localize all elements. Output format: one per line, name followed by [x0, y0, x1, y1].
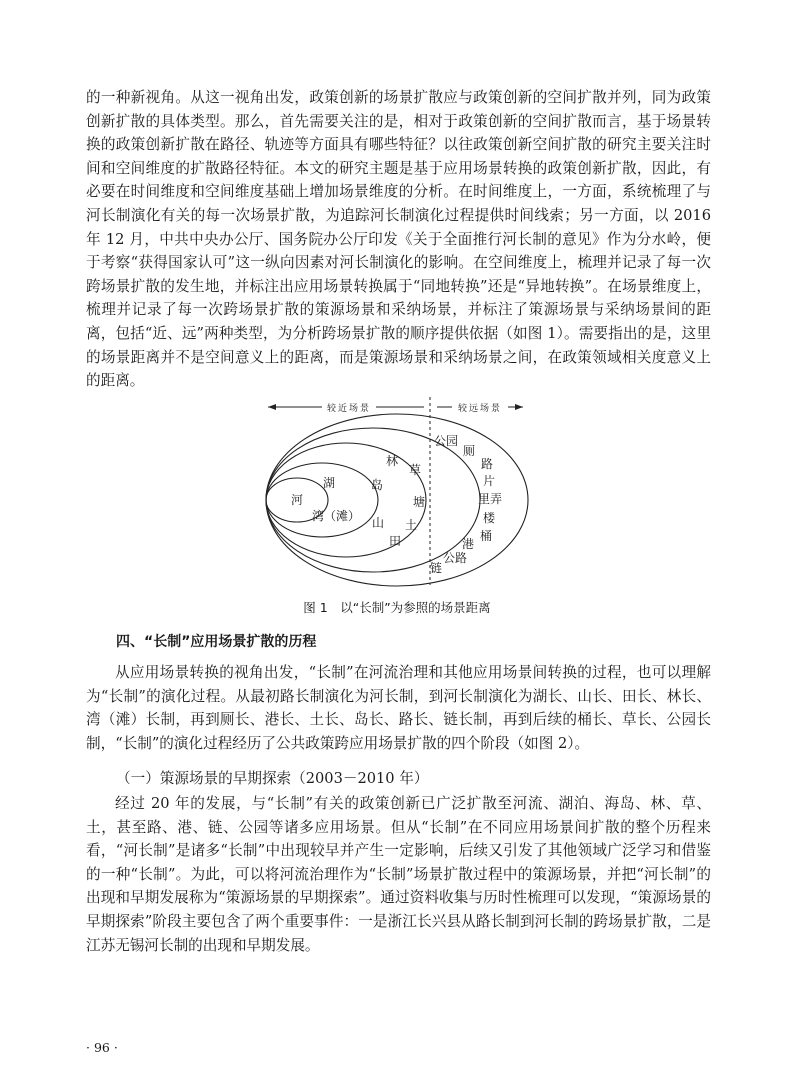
label-lou: 楼: [483, 511, 496, 525]
label-lu: 路: [481, 457, 494, 471]
label-tang: 塘: [413, 495, 426, 509]
page-number: · 96 ·: [86, 1040, 118, 1055]
section-heading: 四、“长制”应用场景扩散的历程: [116, 634, 317, 650]
arrow-right-label: 较远场景: [457, 404, 503, 414]
sub-paragraph: 经过 20 年的发展，与“长制”有关的政策创新已广泛扩散至河流、湖泊、海岛、林、草、土，甚至路、港、链、公园等诸多应用场景。但从“长制”在不同应用场景间扩散的整个历程来看，“河长制”是诸多“长制”中出现较早并产生一定影响，后续又引发了其他领域广泛学习和借鉴的一种“长制”。为此，可以将河流治理作为“长制”场景扩散过程中的策源场景，并把“河长制”的出现和早期发展称为“策源场景的早期探索”。通过资料收集与历时性梳理可以发现，“策源场景的早期探索”阶段主要包含了两个重要事件：一是浙江长兴县从路长制到河长制的跨场景扩散，二是江苏无锡河长制的出现和早期发展。: [86, 795, 711, 954]
section-paragraph: 从应用场景转换的视角出发，“长制”在河流治理和其他应用场景间转换的过程，也可以理解为“长制”的演化过程。从最初路长制演化为河长制，到河长制演化为湖长、山长、田长、林长、湾（滩）长制，再到厕长、港长、土长、岛长、路长、链长制，再到后续的桶长、草长、公园长制，“长制”的演化过程经历了公共政策跨应用场景扩散的四个阶段（如图 2）。: [86, 664, 711, 752]
label-ce: 厕: [463, 444, 476, 458]
label-gongyuan: 公园: [434, 434, 459, 448]
label-lian: 链: [430, 561, 443, 575]
label-hu: 湖: [323, 476, 336, 490]
label-gonglu: 公路: [443, 551, 468, 565]
label-shan: 山: [372, 516, 385, 530]
sub-heading: （一）策源场景的早期探索（2003－2010 年）: [116, 770, 429, 787]
label-gang: 港: [462, 537, 475, 551]
label-he: 河: [291, 493, 304, 507]
arrow-left-label: 较近场景: [326, 404, 372, 414]
intro-paragraph: 的一种新视角。从这一视角出发，政策创新的场景扩散应与政策创新的空间扩散并列，同为政策创新扩散的具体类型。那么，首先需要关注的是，相对于政策创新的空间扩散而言，基于场景转换的政策创新扩散在路径、轨迹等方面具有哪些特征？以往政策创新空间扩散的研究主要关注时间和空间维度的扩散路径特征。本文的研究主题是基于应用场景转换的政策创新扩散，因此，有必要在时间维度和空间维度基础上增加场景维度的分析。在时间维度上，一方面，系统梳理了与河长制演化有关的每一次场景扩散，为追踪河长制演化过程提供时间线索；另一方面，以 2016 年 12 月，中共中央办公厅、国务院办公厅印发《关于全面推行河长制的意见》作为分水岭，便于考察“获得国家认可”这一纵向因素对河长制演化的影响。在空间维度上，梳理并记录了每一次跨场景扩散的发生地，并标注出应用场景转换属于“同地转换”还是“异地转换”。在场景维度上，梳理并记录了每一次跨场景扩散的策源场景和采纳场景，并标注了策源场景与采纳场景间的距离，包括“近、远”两种类型，为分析跨场景扩散的顺序提供依据（如图 1）。需要指出的是，这里的场景距离并不是空间意义上的距离，而是策源场景和采纳场景之间，在政策领域相关度意义上的距离。: [86, 89, 711, 390]
label-dao: 岛: [371, 478, 384, 492]
label-tian: 田: [389, 534, 402, 548]
label-pian: 片: [483, 474, 496, 488]
figure-caption: 图 1 以“长制”为参照的场景距离: [303, 600, 491, 615]
label-tu: 土: [405, 518, 418, 532]
label-cao: 草: [409, 463, 422, 477]
label-lin: 林: [386, 454, 399, 468]
label-wan: 湾（滩）: [312, 509, 361, 523]
label-tong: 桶: [480, 529, 493, 543]
label-lilong: 里弄: [478, 492, 503, 506]
